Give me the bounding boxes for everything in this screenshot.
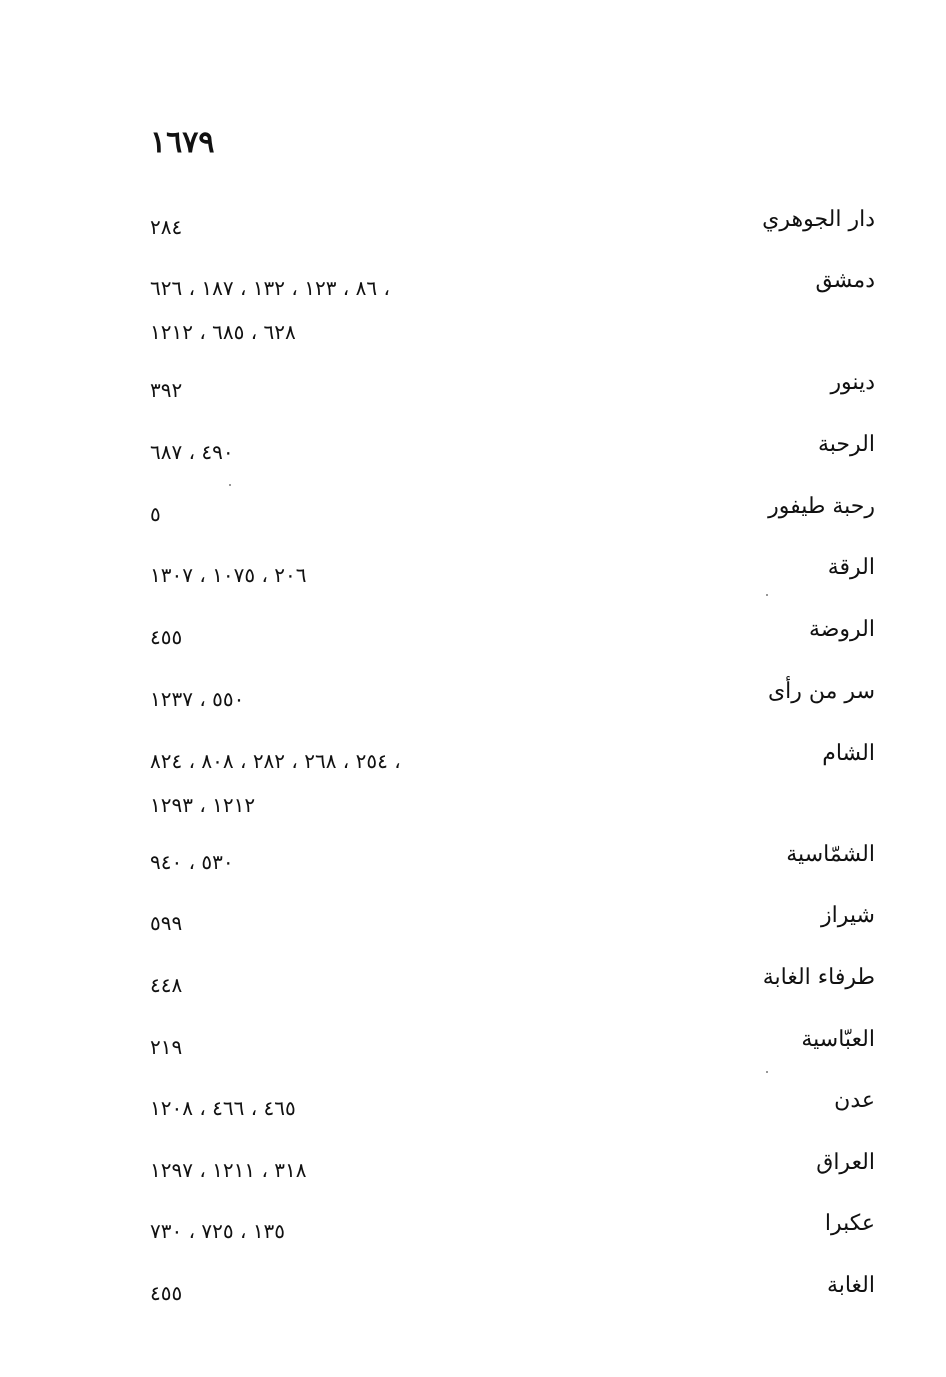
reference-line: ٤٩٠ ، ٦٨٧ xyxy=(150,440,234,464)
reference-line: ٥٩٩ xyxy=(150,911,183,935)
page-references xyxy=(150,739,510,827)
scan-speck xyxy=(766,594,768,596)
index-entry xyxy=(150,266,875,344)
reference-line: ٥٥٠ ، ١٢٣٧ xyxy=(150,687,245,711)
reference-line: ٦٢٨ ، ٦٨٥ ، ١٢١٢ xyxy=(150,320,296,344)
reference-line: ٢٥٤ ، ٢٦٨ ، ٢٨٢ ، ٨٠٨ ، ٨٢٤ ، xyxy=(150,749,401,773)
page-references xyxy=(150,205,510,249)
reference-line: ١٣٥ ، ٧٢٥ ، ٧٣٠ xyxy=(150,1219,286,1243)
index-entry xyxy=(150,840,875,880)
index-entry xyxy=(150,1148,875,1188)
page-references xyxy=(150,615,510,659)
place-name: الروضة xyxy=(808,617,875,642)
reference-line: ٥ xyxy=(150,502,161,526)
page-number: ١٦٧٩ xyxy=(150,125,215,160)
page-references xyxy=(150,1086,510,1130)
reference-line: ٢٨٤ xyxy=(150,215,183,239)
reference-line: ٨٦ ، ١٢٣ ، ١٣٢ ، ١٨٧ ، ٦٢٦ ، xyxy=(150,276,390,300)
index-entry xyxy=(150,368,875,408)
place-name: رحبة طيفور xyxy=(768,494,875,519)
page-references xyxy=(150,840,510,884)
index-entry xyxy=(150,430,875,470)
page-references xyxy=(150,1209,510,1253)
index-entry xyxy=(150,739,875,817)
reference-line: ١٢١٢ ، ١٢٩٣ xyxy=(150,793,256,817)
scan-speck xyxy=(229,484,231,486)
reference-line: ٣٩٢ xyxy=(150,378,183,402)
index-entry xyxy=(150,553,875,593)
place-name: سر من رأى xyxy=(767,679,875,704)
page-references xyxy=(150,1025,510,1069)
index-entry xyxy=(150,1271,875,1311)
place-name: دينور xyxy=(830,370,875,395)
page-references xyxy=(150,553,510,597)
place-name: عدن xyxy=(834,1088,875,1113)
index-entry xyxy=(150,492,875,532)
place-name: دار الجوهري xyxy=(762,207,875,232)
page-references xyxy=(150,1271,510,1315)
reference-line: ٤٥٥ xyxy=(150,1281,183,1305)
place-name: العراق xyxy=(816,1150,875,1175)
page-references xyxy=(150,368,510,412)
index-entry xyxy=(150,615,875,655)
scan-speck xyxy=(766,1071,768,1073)
place-name: الرحبة xyxy=(818,432,875,457)
reference-line: ٢٠٦ ، ١٠٧٥ ، ١٣٠٧ xyxy=(150,563,307,587)
index-entry xyxy=(150,963,875,1003)
page-references xyxy=(150,1148,510,1192)
reference-line: ٤٥٥ xyxy=(150,625,183,649)
place-name: عكبرا xyxy=(824,1211,875,1236)
place-name: الرقة xyxy=(827,555,875,580)
reference-line: ٥٣٠ ، ٩٤٠ xyxy=(150,850,234,874)
place-name: شيراز xyxy=(821,903,875,928)
place-name: الشمّاسية xyxy=(786,842,875,867)
page-references xyxy=(150,963,510,1007)
place-name: العبّاسية xyxy=(801,1027,875,1052)
place-name: الغابة xyxy=(826,1273,875,1298)
index-entry xyxy=(150,1025,875,1065)
index-entry xyxy=(150,1209,875,1249)
place-name: الشام xyxy=(822,741,875,766)
index-entry xyxy=(150,677,875,717)
place-name: طرفاء الغابة xyxy=(762,965,875,990)
index-entry xyxy=(150,1086,875,1126)
page-references xyxy=(150,677,510,721)
reference-line: ٢١٩ xyxy=(150,1035,183,1059)
index-entry xyxy=(150,901,875,941)
reference-line: ٣١٨ ، ١٢١١ ، ١٢٩٧ xyxy=(150,1158,307,1182)
reference-line: ٤٤٨ xyxy=(150,973,183,997)
page-references xyxy=(150,266,510,354)
page-references xyxy=(150,492,510,536)
page-references xyxy=(150,430,510,474)
page-references xyxy=(150,901,510,945)
place-name: دمشق xyxy=(815,268,875,293)
index-entry xyxy=(150,205,875,245)
reference-line: ٤٦٥ ، ٤٦٦ ، ١٢٠٨ xyxy=(150,1096,296,1120)
